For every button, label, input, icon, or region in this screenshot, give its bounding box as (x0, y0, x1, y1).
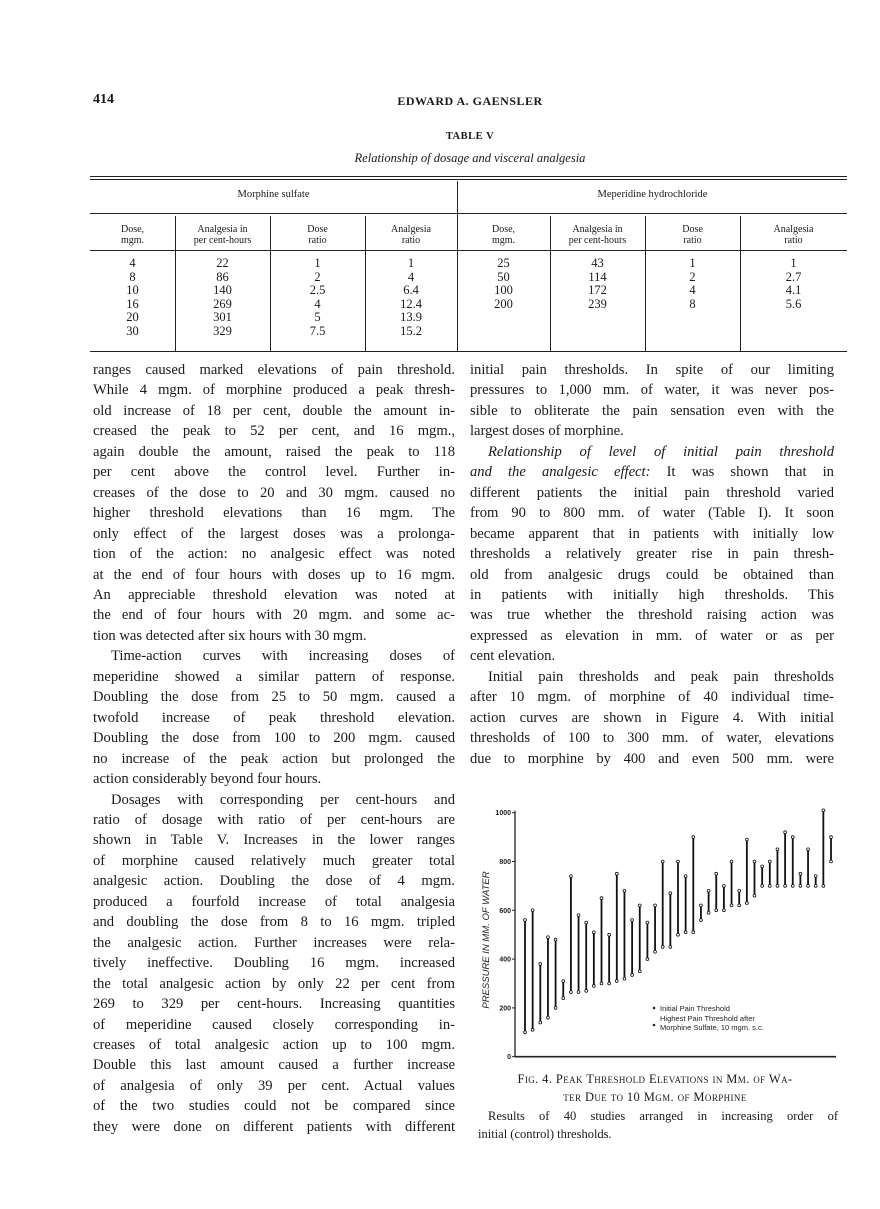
column-values-analgesia-ratio (740, 257, 847, 311)
peak-threshold-point (646, 921, 649, 924)
table-cell: 25 (497, 256, 510, 270)
y-axis-label: PRESSURE IN MM. OF WATER (481, 871, 492, 1009)
text-line: old from analgesic drugs could be obtained than (470, 566, 834, 583)
text-line: at the end of four hours with doses up to 16 mgm. (93, 566, 455, 583)
table-cell: 1 (407, 256, 415, 270)
y-tick-label: 200 (499, 1005, 511, 1013)
y-tick-label: 600 (499, 907, 511, 915)
table-cell: 22 (216, 256, 229, 270)
initial-threshold-point (799, 885, 802, 888)
text-line: An appreciable threshold elevation was noted at (93, 586, 455, 603)
legend-label-peak-line2: Morphine Sulfate, 10 mgm. s.c. (660, 1023, 764, 1032)
initial-threshold-point (562, 997, 565, 1000)
initial-threshold-point (539, 1021, 542, 1024)
text-line: due to morphine by 400 and even 500 mm. were (470, 750, 834, 767)
peak-threshold-point (745, 838, 748, 841)
peak-threshold-point (715, 872, 718, 875)
note-line: initial (control) thresholds. (478, 1127, 612, 1141)
table-top-rule (90, 179, 847, 180)
page-number: 414 (93, 92, 114, 107)
peak-threshold-point (677, 860, 680, 863)
table-cell: 8 (129, 269, 136, 284)
table-header-rule (90, 250, 847, 251)
text-line: from 90 to 800 mm. of water (Table I). It soon (470, 505, 834, 522)
table-cell: 4 (314, 296, 321, 311)
text-line: higher threshold elevations than 16 mgm. The (93, 505, 455, 522)
figure-caption (470, 1070, 840, 1106)
initial-threshold-point (677, 933, 680, 936)
initial-threshold-point (638, 970, 641, 973)
peak-threshold-point (600, 897, 603, 900)
text-line: meperidine showed a similar pattern of response. (93, 668, 455, 685)
initial-threshold-point (814, 885, 817, 888)
initial-threshold-point (570, 991, 573, 994)
initial-threshold-point (700, 919, 703, 922)
column-values-dose (457, 257, 550, 311)
table-cell: 301 (213, 310, 232, 325)
peak-threshold-point (738, 889, 741, 892)
text-line: of the two studies could not be compared since (93, 1098, 455, 1115)
peak-threshold-point (684, 875, 687, 878)
table-cell: 10 (126, 283, 139, 298)
text-line: tively ineffective. Doubling 16 mgm. increased (93, 955, 455, 972)
caption-line: Fig. 4. Peak Threshold Elevations in Mm. of Wa- (517, 1072, 793, 1086)
text-line: the analgesic action. Further increases were rela- (93, 934, 455, 951)
figure-4-chart (470, 790, 850, 1070)
peak-threshold-point (592, 931, 595, 934)
text-line: largest doses of morphine. (470, 423, 624, 440)
legend-label-peak: Highest Pain Threshold after (660, 1014, 755, 1023)
text-line: only effect of the largest doses was a prolonga- (93, 525, 455, 542)
text-line: Time-action curves with increasing doses of (111, 648, 455, 665)
peak-threshold-point (723, 885, 726, 888)
initial-threshold-point (707, 911, 710, 914)
left-text-column (93, 360, 455, 1137)
initial-threshold-point (531, 1028, 534, 1031)
text-line: creases of the dose to 20 and 30 mgm. caused no (93, 484, 455, 501)
text-line: of meperidine caused closely corresponding in- (93, 1016, 455, 1033)
peak-threshold-point (791, 836, 794, 839)
text-line: of analgesia of only 39 per cent. Actual values (93, 1077, 455, 1094)
initial-threshold-point (753, 894, 756, 897)
initial-threshold-point (654, 950, 657, 953)
initial-threshold-point (669, 946, 672, 949)
peak-threshold-point (654, 904, 657, 907)
table-cell: 200 (494, 296, 513, 311)
text-line: twofold increase of peak threshold elevation. (93, 709, 455, 726)
peak-threshold-point (623, 889, 626, 892)
column-header-dose: Dose, mgm. (120, 224, 145, 246)
text-line: cent elevation. (470, 648, 556, 665)
text-line: analgesic action. Doubling the dose of 4 mgm. (93, 873, 455, 890)
initial-threshold-point (577, 991, 580, 994)
initial-threshold-point (661, 946, 664, 949)
table-cell: 1 (790, 256, 797, 270)
table-cell: 1 (689, 256, 696, 270)
table-cell: 16 (126, 296, 139, 311)
table-label: TABLE V (445, 131, 495, 142)
y-tick-label: 800 (499, 859, 511, 866)
text-line: tion was detected after six hours with 30 mgm. (93, 627, 367, 644)
paragraph (470, 667, 834, 769)
table-cell: 2 (689, 269, 696, 284)
column-header-analgesia-per-cent-hours: Analgesia in per cent-hours (193, 224, 252, 246)
peak-threshold-point (730, 860, 733, 863)
text-line: they were done on different patients with different (93, 1118, 455, 1135)
paragraph (93, 790, 455, 1138)
peak-threshold-point (539, 963, 542, 966)
text-line: ratio of dosage with ratio of per cent-hours are (93, 811, 455, 828)
table-cell: 2.5 (309, 283, 326, 298)
text-line: after 10 mgm. of morphine of 40 individual time- (470, 689, 834, 706)
peak-threshold-point (570, 875, 573, 878)
y-tick-label: 0 (507, 1054, 511, 1062)
initial-threshold-point (608, 982, 611, 985)
column-values-dose-ratio (270, 257, 365, 339)
column-header-dose: Dose, mgm. (491, 224, 516, 246)
initial-threshold-point (615, 980, 618, 983)
text-line: Initial pain thresholds and peak pain thresholds (488, 668, 834, 685)
text-line: and doubling the dose from 8 to 16 mgm. tripled (93, 914, 455, 931)
text-line: again double the amount, raised the peak to 118 (93, 443, 455, 460)
peak-threshold-point (768, 860, 771, 863)
group-header-morphine: Morphine sulfate (237, 189, 310, 200)
text-line: and the analgesic effect: It was shown that in (470, 464, 834, 481)
text-line: Double this last amount caused a further increase (93, 1057, 455, 1074)
table-cell: 329 (213, 323, 232, 338)
column-header-dose-ratio: Dose ratio (307, 224, 328, 246)
table-cell: 43 (591, 256, 604, 270)
table-cell: 100 (494, 283, 513, 298)
table-cell: 50 (497, 269, 510, 284)
peak-threshold-point (692, 836, 695, 839)
paragraph (470, 360, 834, 442)
paragraph (93, 360, 455, 646)
text-line: no increase of the peak action but prolonged the (93, 750, 455, 767)
initial-threshold-point (807, 885, 810, 888)
column-values-analgesia-ratio (365, 257, 457, 339)
table-cell: 20 (126, 310, 139, 325)
initial-threshold-point (631, 974, 634, 977)
text-line: expressed as elevation in mm. of water or as per (470, 627, 834, 644)
table-cell: 7.5 (309, 323, 326, 338)
text-line: creases of total analgesic action up to 100 mgm. (93, 1036, 455, 1053)
peak-threshold-point (753, 860, 756, 863)
initial-threshold-point (776, 885, 779, 888)
peak-threshold-point (531, 909, 534, 912)
initial-threshold-point (547, 1016, 550, 1019)
text-line: Dosages with corresponding per cent-hours and (111, 791, 455, 808)
table-cell: 6.4 (403, 283, 419, 298)
initial-threshold-point (761, 885, 764, 888)
text-line: creased the peak to 52 per cent, and 16 mgm., (93, 423, 455, 440)
peak-threshold-point (631, 919, 634, 922)
legend-marker-peak (653, 1024, 656, 1027)
peak-threshold-point (822, 809, 825, 812)
text-line: became apparent that in patients with initially low (470, 525, 834, 542)
table-cell: 15.2 (400, 323, 422, 338)
text-line: Doubling the dose from 25 to 50 mgm. caused a (93, 689, 455, 706)
italic-heading: Relationship of level of initial pain threshold (488, 443, 834, 460)
column-values-analgesia-per-cent-hours (550, 257, 645, 311)
column-header-analgesia-per-cent-hours: Analgesia in per cent-hours (568, 224, 627, 246)
table-top-rule (90, 176, 847, 177)
initial-threshold-point (791, 885, 794, 888)
text-line: shown in Table V. Increases in the lower ranges (93, 832, 455, 849)
text-line: While 4 mgm. of morphine produced a peak thresh- (93, 382, 455, 399)
text-line: sible to obliterate the pain sensation even with the (470, 402, 834, 419)
initial-threshold-point (730, 904, 733, 907)
peak-threshold-point (814, 875, 817, 878)
peak-threshold-point (807, 848, 810, 851)
peak-threshold-point (661, 860, 664, 863)
legend-marker-initial (653, 1007, 656, 1010)
table-cell: 114 (588, 269, 607, 284)
column-values-dose (90, 257, 175, 339)
text-line (470, 442, 834, 462)
text-line: initial pain thresholds. In spite of our limiting (470, 362, 834, 378)
peak-threshold-point (608, 933, 611, 936)
paragraph (93, 646, 455, 789)
text-line: the total analgesic action by only 22 per cent from (93, 975, 455, 992)
initial-threshold-point (784, 885, 787, 888)
table-cell: 8 (689, 296, 696, 311)
table-cell: 12.4 (400, 296, 422, 311)
table-cell: 5.6 (785, 296, 802, 311)
peak-threshold-point (799, 872, 802, 875)
figure-note (478, 1107, 838, 1143)
peak-threshold-point (700, 904, 703, 907)
initial-threshold-point (768, 885, 771, 888)
text-line: of morphine caused relatively much greater total (93, 852, 455, 869)
text-line: produced a fourfold increase of total analgesia (93, 893, 455, 910)
initial-threshold-point (600, 982, 603, 985)
table-cell: 140 (213, 283, 232, 298)
text-line: Doubling the dose from 100 to 200 mgm. caused (93, 730, 455, 747)
initial-threshold-point (623, 977, 626, 980)
text-line: action considerably beyond four hours. (93, 771, 322, 788)
peak-threshold-point (524, 919, 527, 922)
initial-threshold-point (745, 902, 748, 905)
table-cell: 5 (314, 310, 321, 325)
text-line: pressures to 1,000 mm. of water, it was never pos- (470, 382, 834, 399)
peak-threshold-point (554, 938, 557, 941)
initial-threshold-point (554, 1007, 557, 1010)
table-cell: 30 (126, 323, 139, 338)
peak-threshold-point (776, 848, 779, 851)
table-cell: 1 (314, 256, 321, 270)
table-cell: 172 (588, 283, 607, 298)
table-cell: 269 (213, 296, 232, 311)
y-tick-label: 1000 (495, 810, 511, 818)
table-cell: 4 (129, 256, 136, 270)
right-text-column (470, 360, 834, 769)
peak-threshold-point (830, 836, 833, 839)
table-title: Relationship of dosage and visceral analgesia (354, 151, 586, 165)
peak-threshold-point (784, 831, 787, 834)
peak-threshold-point (547, 936, 550, 939)
text-line: per cent above the control level. Further in- (93, 464, 455, 481)
text-line: thresholds a relatively greater rise in pain thresh- (470, 546, 834, 563)
peak-threshold-point (761, 865, 764, 868)
table-group-rule (90, 213, 847, 214)
note-line: Results of 40 studies arranged in increasing order of (488, 1109, 838, 1123)
text-line: tion of the action: no analgesic effect was noted (93, 546, 455, 563)
y-tick-label: 400 (499, 956, 511, 964)
peak-threshold-point (562, 980, 565, 983)
peak-threshold-point (577, 914, 580, 917)
running-header-author: EDWARD A. GAENSLER (397, 94, 543, 108)
text-line: old increase of 18 per cent, double the amount in- (93, 402, 455, 419)
peak-threshold-point (585, 921, 588, 924)
table-cell: 86 (216, 269, 229, 284)
table-cell: 2.7 (785, 269, 802, 284)
column-values-dose-ratio (645, 257, 740, 311)
initial-threshold-point (738, 904, 741, 907)
text-line: 269 to 329 per cent-hours. Increasing quantities (93, 996, 455, 1013)
table-cell: 4.1 (785, 283, 802, 298)
initial-threshold-point (822, 885, 825, 888)
initial-threshold-point (830, 860, 833, 863)
paragraph (470, 442, 834, 667)
italic-heading: and the analgesic effect: (470, 464, 651, 481)
column-header-dose-ratio: Dose ratio (682, 224, 703, 246)
text-line: in patients with initially high thresholds. This (470, 586, 834, 603)
table-bottom-rule (90, 351, 847, 352)
peak-threshold-point (707, 889, 710, 892)
initial-threshold-point (524, 1031, 527, 1034)
initial-threshold-point (692, 931, 695, 934)
text-line: thresholds of 100 to 300 mm. of water, elevations (470, 730, 834, 747)
caption-line: ter Due to 10 Mgm. of Morphine (563, 1090, 747, 1104)
column-values-analgesia-per-cent-hours (175, 257, 270, 339)
text-line: the end of four hours with 20 mgm. and some ac- (93, 607, 455, 624)
table-cell: 4 (407, 269, 415, 284)
column-header-analgesia-ratio: Analgesia ratio (773, 224, 814, 246)
table-cell: 2 (314, 269, 321, 284)
initial-threshold-point (715, 909, 718, 912)
initial-threshold-point (646, 958, 649, 961)
legend-label-initial: Initial Pain Threshold (660, 1004, 730, 1013)
initial-threshold-point (723, 909, 726, 912)
text-line: different patients the initial pain threshold varied (470, 484, 834, 501)
text-line: action curves are shown in Figure 4. With initial (470, 709, 834, 726)
table-cell: 4 (689, 283, 696, 298)
column-header-analgesia-ratio: Analgesia ratio (391, 224, 431, 246)
text-line: was true whether the threshold raising action was (470, 607, 834, 624)
text-line: ranges caused marked elevations of pain threshold. (93, 362, 455, 378)
initial-threshold-point (585, 989, 588, 992)
table-cell: 13.9 (400, 310, 422, 325)
peak-threshold-point (615, 872, 618, 875)
initial-threshold-point (592, 985, 595, 988)
initial-threshold-point (684, 931, 687, 934)
peak-threshold-point (638, 904, 641, 907)
peak-threshold-point (669, 892, 672, 895)
table-cell: 239 (588, 296, 607, 311)
group-header-meperidine: Meperidine hydrochloride (597, 189, 708, 200)
